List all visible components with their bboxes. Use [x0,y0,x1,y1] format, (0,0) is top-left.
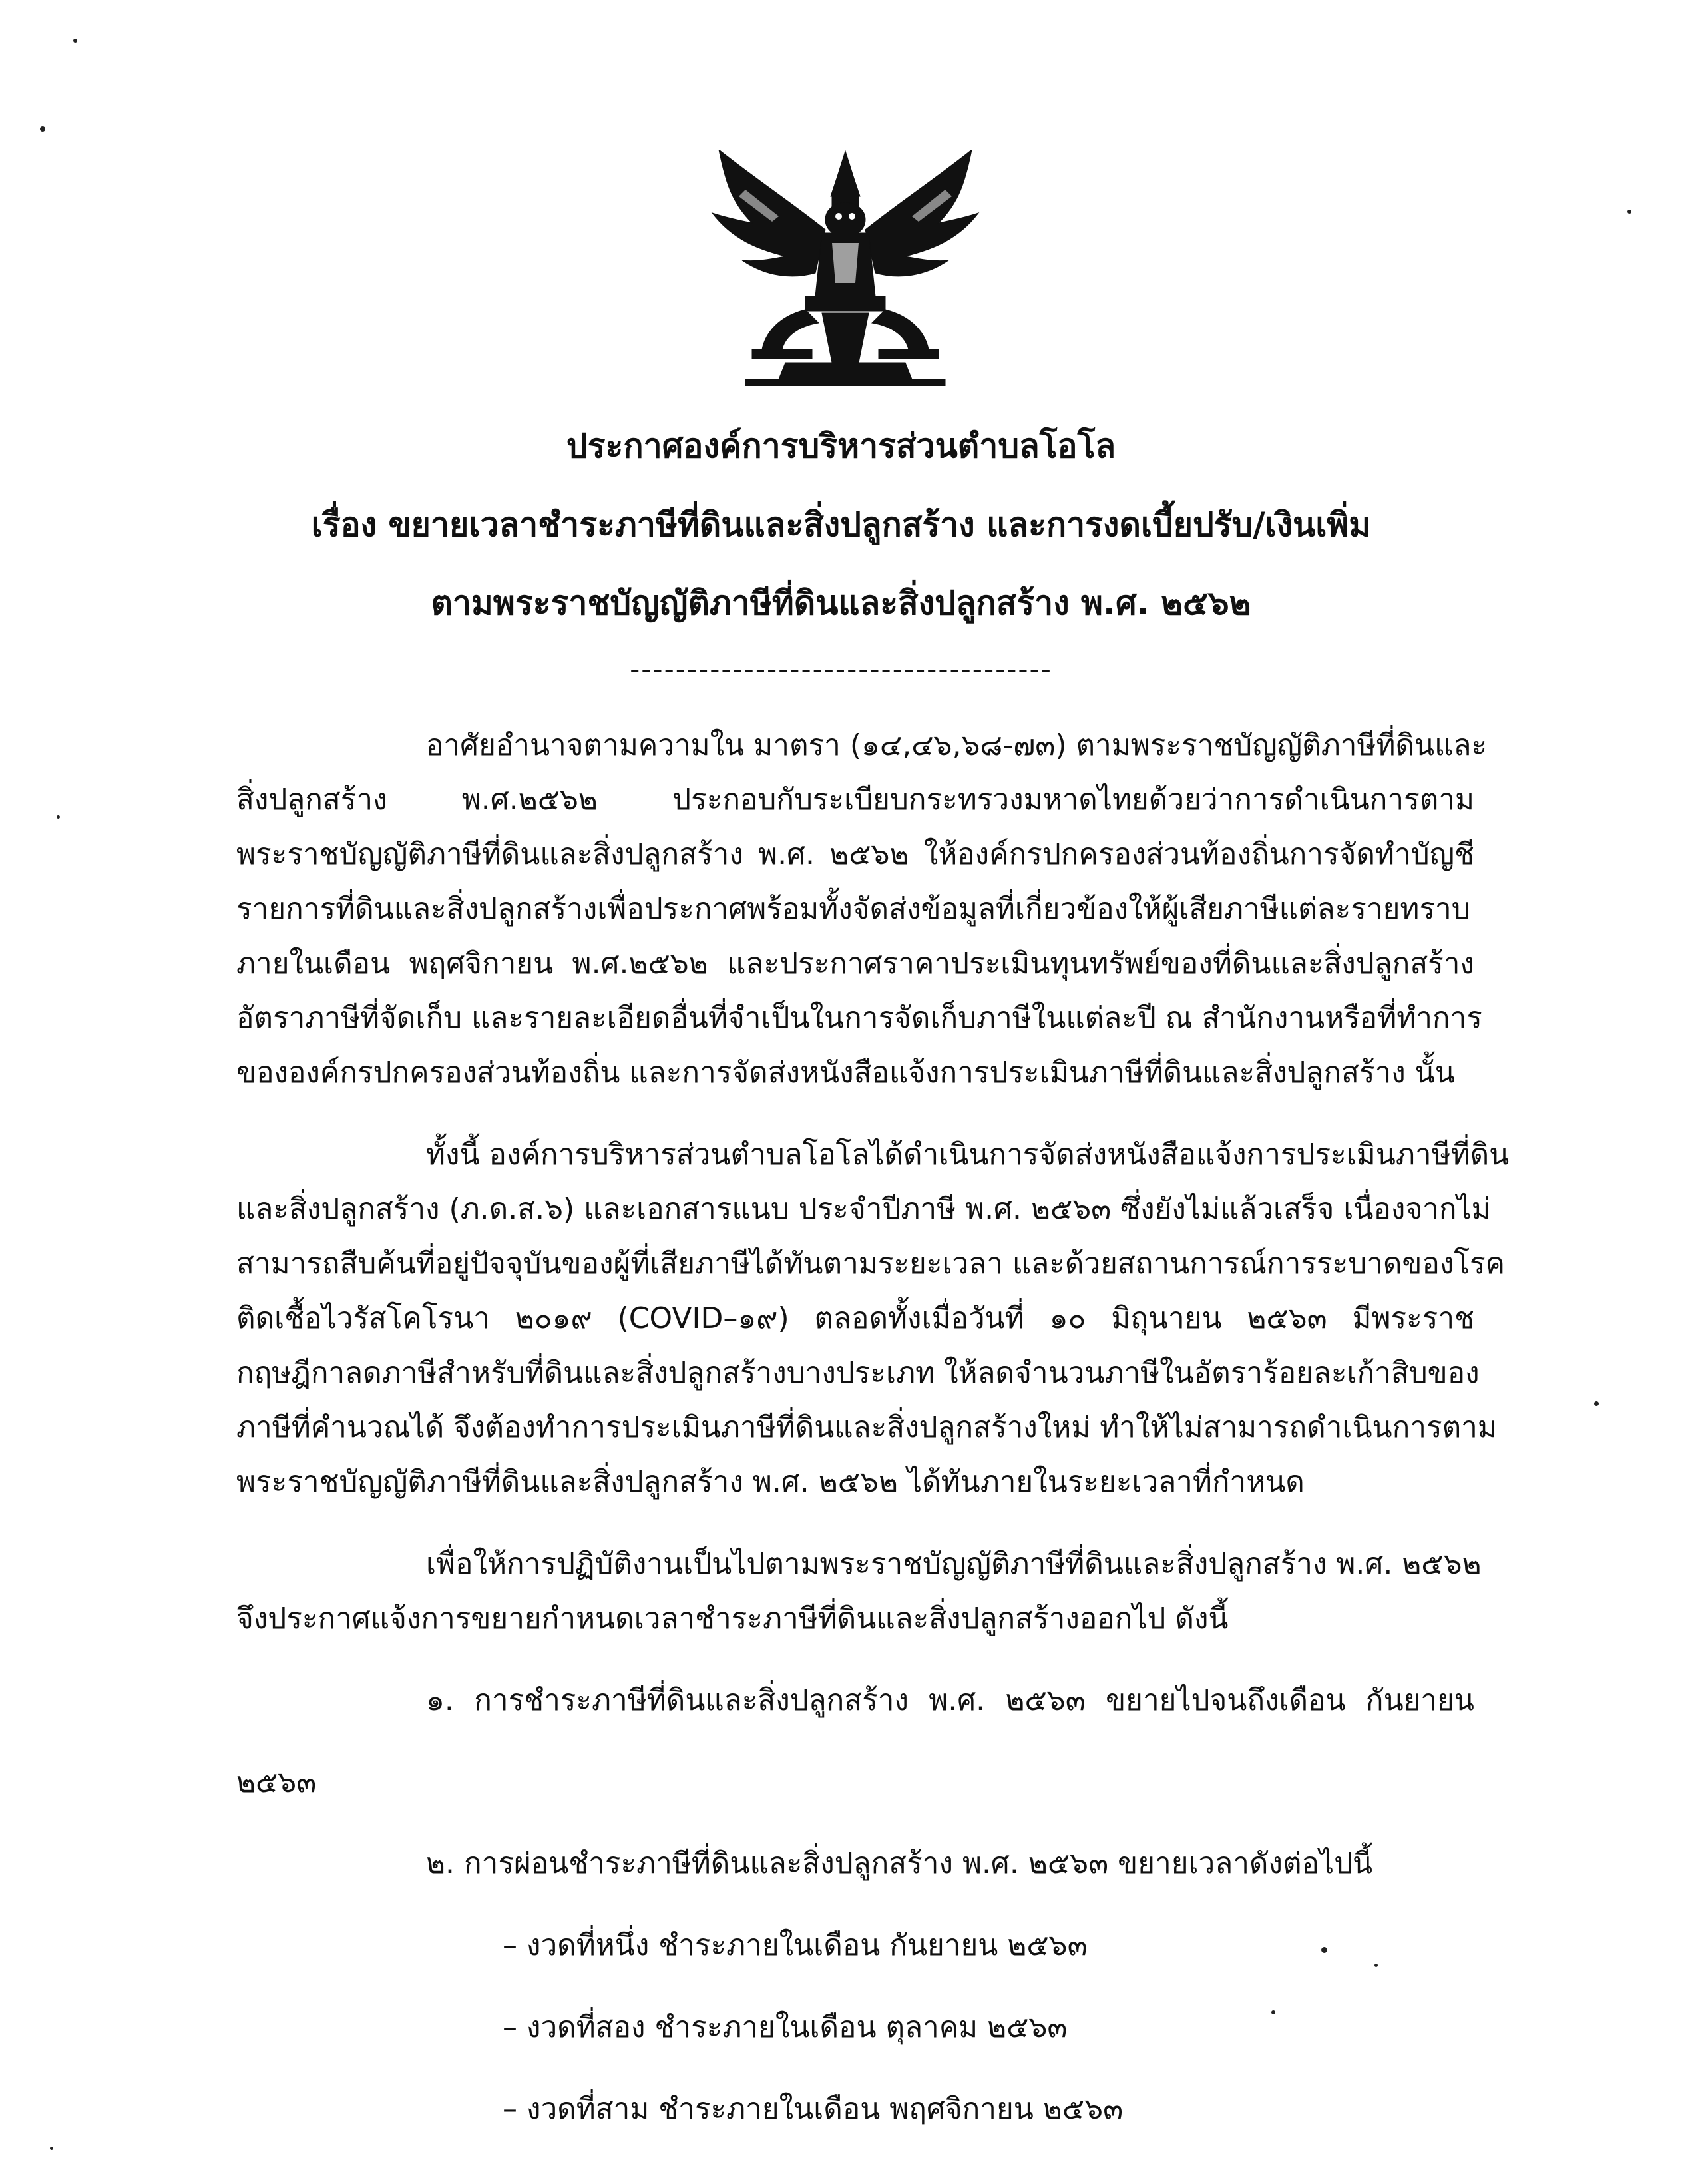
scan-speck [1374,1964,1378,1967]
scan-speck [1321,1947,1327,1953]
list-item-line: ๑. การชำระภาษีที่ดินและสิ่งปลูกสร้าง พ.ศ. ๒๕๖๓ ขยายไปจนถึงเดือน กันยายน [426,1683,1474,1717]
list-item-line: ๒๕๖๓ [236,1765,317,1799]
installment-item: – งวดที่สาม ชำระภายในเดือน พฤศจิกายน ๒๕๖๓ [503,2092,1124,2126]
document-act-reference: ตามพระราชบัญญัติภาษีที่ดินและสิ่งปลูกสร้าง พ.ศ. ๒๕๖๒ [431,584,1251,622]
garuda-emblem-icon [706,150,985,386]
installment-item: – งวดที่สอง ชำระภายในเดือน ตุลาคม ๒๕๖๓ [503,2010,1068,2044]
list-item-installment-extension: ๒. การผ่อนชำระภาษีที่ดินและสิ่งปลูกสร้าง พ.ศ. ๒๕๖๓ ขยายเวลาดังต่อไปนี้ [426,1847,1373,1880]
paragraph-line: ทั้งนี้ องค์การบริหารส่วนตำบลโอโลได้ดำเนินการจัดส่งหนังสือแจ้งการประเมินภาษีที่ดิน [426,1138,1510,1172]
paragraph-line: จึงประกาศแจ้งการขยายกำหนดเวลาชำระภาษีที่ดินและสิ่งปลูกสร้างออกไป ดังนี้ [236,1602,1229,1636]
scan-speck [1594,1401,1599,1406]
paragraph-line: กฤษฎีกาลดภาษีสำหรับที่ดินและสิ่งปลูกสร้างบางประเภท ให้ลดจำนวนภาษีในอัตราร้อยละเก้าสิบของ [236,1356,1480,1390]
paragraph-line: พระราชบัญญัติภาษีที่ดินและสิ่งปลูกสร้าง พ.ศ. ๒๕๖๒ ให้องค์กรปกครองส่วนท้องถิ่นการจัดทำบัญชี [236,837,1474,871]
paragraph-line: ภาษีที่คำนวณได้ จึงต้องทำการประเมินภาษีที่ดินและสิ่งปลูกสร้างใหม่ ทำให้ไม่สามารถดำเนินการตาม [236,1411,1497,1444]
paragraph-line: ติดเชื้อไวรัสโคโรนา ๒๐๑๙ (COVID–๑๙) ตลอดทั้งเมื่อวันที่ ๑๐ มิถุนายน ๒๕๖๓ มีพระราช [236,1301,1474,1335]
paragraph-line: อัตราภาษีที่จัดเก็บ และรายละเอียดอื่นที่จำเป็นในการจัดเก็บภาษีในแต่ละปี ณ สำนักงานหรือที่ทำการ [236,1001,1482,1035]
paragraph-line: ขององค์กรปกครองส่วนท้องถิ่น และการจัดส่งหนังสือแจ้งการประเมินภาษีที่ดินและสิ่งปลูกสร้าง นั้น [236,1056,1455,1090]
divider-rule: ------------------------------------- [630,653,1052,686]
scan-speck [73,39,77,43]
paragraph-line: สามารถสืบค้นที่อยู่ปัจจุบันของผู้ที่เสียภาษีได้ทันตามระยะเวลา และด้วยสถานการณ์การระบาดของโรค [236,1247,1506,1281]
document-title: ประกาศองค์การบริหารส่วนตำบลโอโล [566,427,1116,465]
scan-speck [1627,210,1631,214]
paragraph-line: สิ่งปลูกสร้าง พ.ศ.๒๕๖๒ ประกอบกับระเบียบกระทรวงมหาดไทยด้วยว่าการดำเนินการตาม [236,783,1474,817]
paragraph-line: พระราชบัญญัติภาษีที่ดินและสิ่งปลูกสร้าง พ.ศ. ๒๕๖๒ ได้ทันภายในระยะเวลาที่กำหนด [236,1465,1305,1499]
installment-item: – งวดที่หนึ่ง ชำระภายในเดือน กันยายน ๒๕๖๓ [503,1928,1088,1962]
paragraph-line: และสิ่งปลูกสร้าง (ภ.ด.ส.๖) และเอกสารแนบ ประจำปีภาษี พ.ศ. ๒๕๖๓ ซึ่งยังไม่แล้วเสร็จ เนื่องจากไม่ [236,1192,1491,1226]
scan-speck [57,815,60,819]
document-subject: เรื่อง ขยายเวลาชำระภาษีที่ดินและสิ่งปลูกสร้าง และการงดเบี้ยปรับ/เงินเพิ่ม [311,505,1371,544]
scan-speck [50,2147,53,2150]
scan-speck [40,126,45,132]
scan-speck [1271,2010,1275,2014]
paragraph-line: ภายในเดือน พฤศจิกายน พ.ศ.๒๕๖๒ และประกาศราคาประเมินทุนทรัพย์ของที่ดินและสิ่งปลูกสร้าง [236,947,1474,981]
paragraph-line: เพื่อให้การปฏิบัติงานเป็นไปตามพระราชบัญญัติภาษีที่ดินและสิ่งปลูกสร้าง พ.ศ. ๒๕๖๒ [426,1547,1482,1581]
paragraph-line: อาศัยอำนาจตามความใน มาตรา (๑๔,๔๖,๖๘-๗๓) ตามพระราชบัญญัติภาษีที่ดินและ [426,728,1488,762]
paragraph-line: รายการที่ดินและสิ่งปลูกสร้างเพื่อประกาศพร้อมทั้งจัดส่งข้อมูลที่เกี่ยวข้องให้ผู้เสียภาษีแต่ละรายทราบ [236,892,1470,926]
